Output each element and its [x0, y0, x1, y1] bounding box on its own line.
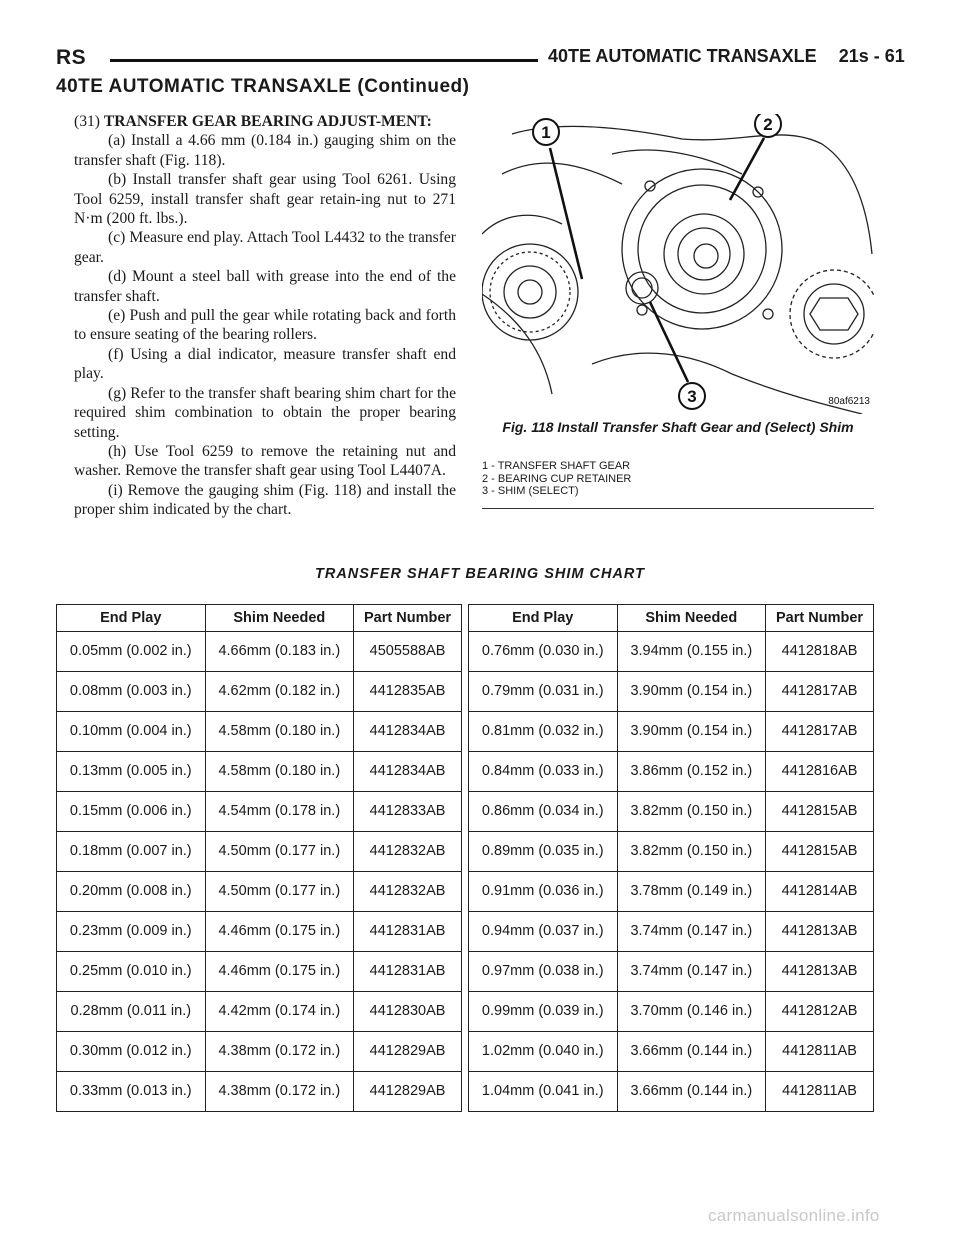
column-gap	[461, 1032, 468, 1072]
figure-legend	[482, 460, 874, 498]
column-header: Part Number	[354, 605, 462, 632]
table-cell: 0.79mm (0.031 in.)	[468, 672, 617, 712]
table-cell: 4412830AB	[354, 992, 462, 1032]
table-cell: 4.62mm (0.182 in.)	[205, 672, 354, 712]
table-cell: 4.46mm (0.175 in.)	[205, 952, 354, 992]
table-cell: 4.58mm (0.180 in.)	[205, 712, 354, 752]
table-cell: 4412813AB	[766, 912, 874, 952]
substep: (h) Use Tool 6259 to remove the retaining nut and washer. Remove the transfer shaft gear using Tool L4407A.	[74, 442, 456, 480]
table-cell: 3.86mm (0.152 in.)	[617, 752, 766, 792]
table-header-row	[57, 605, 874, 632]
header-title: 40TE AUTOMATIC TRANSAXLE	[548, 46, 817, 66]
table-row	[57, 912, 874, 952]
table-cell: 4.46mm (0.175 in.)	[205, 912, 354, 952]
table-cell: 0.91mm (0.036 in.)	[468, 872, 617, 912]
substep: (b) Install transfer shaft gear using Tool 6261. Using Tool 6259, install transfer shaft gear retain-ing nut to 271 N·m (200 ft. lbs.).	[74, 171, 456, 228]
column-header: End Play	[57, 605, 206, 632]
substep: (g) Refer to the transfer shaft bearing shim chart for the required shim combination to obtain the proper bearing setting.	[74, 384, 456, 441]
step-number: (31)	[74, 113, 100, 130]
header-right	[548, 46, 905, 67]
legend-item: 1 - TRANSFER SHAFT GEAR	[482, 460, 631, 472]
chart-title: TRANSFER SHAFT BEARING SHIM CHART	[315, 566, 645, 582]
step-heading: TRANSFER GEAR BEARING ADJUST-MENT:	[103, 113, 432, 130]
table-cell: 4412832AB	[354, 872, 462, 912]
callout-1: 1	[541, 123, 551, 142]
table-cell: 0.94mm (0.037 in.)	[468, 912, 617, 952]
table-row	[57, 752, 874, 792]
table-cell: 3.90mm (0.154 in.)	[617, 672, 766, 712]
column-gap	[461, 712, 468, 752]
table-cell: 4412814AB	[766, 872, 874, 912]
table-row	[57, 672, 874, 712]
figure-illustration	[482, 114, 874, 414]
table-cell: 4.38mm (0.172 in.)	[205, 1072, 354, 1112]
column-header: Part Number	[766, 605, 874, 632]
table-row	[57, 992, 874, 1032]
table-cell: 0.84mm (0.033 in.)	[468, 752, 617, 792]
substep: (d) Mount a steel ball with grease into the end of the transfer shaft.	[74, 268, 456, 305]
table-cell: 3.74mm (0.147 in.)	[617, 952, 766, 992]
table-cell: 4.42mm (0.174 in.)	[205, 992, 354, 1032]
table-row	[57, 832, 874, 872]
table-cell: 4412831AB	[354, 952, 462, 992]
table-cell: 4412817AB	[766, 712, 874, 752]
substep: (a) Install a 4.66 mm (0.184 in.) gauging shim on the transfer shaft (Fig. 118).	[74, 132, 456, 169]
legend-item: 3 - SHIM (SELECT)	[482, 485, 579, 497]
column-gap	[461, 605, 468, 632]
column-header: Shim Needed	[617, 605, 766, 632]
table-cell: 4412817AB	[766, 672, 874, 712]
table-cell: 4.50mm (0.177 in.)	[205, 832, 354, 872]
table-cell: 4412834AB	[354, 752, 462, 792]
header-rule	[110, 59, 538, 62]
column-gap	[461, 992, 468, 1032]
column-gap	[461, 872, 468, 912]
column-gap	[461, 632, 468, 672]
page-number: 21s - 61	[838, 46, 905, 66]
column-gap	[461, 952, 468, 992]
table-row	[57, 632, 874, 672]
table-cell: 0.23mm (0.009 in.)	[57, 912, 206, 952]
table-cell: 0.97mm (0.038 in.)	[468, 952, 617, 992]
table-cell: 4.38mm (0.172 in.)	[205, 1032, 354, 1072]
step-heading-paragraph	[74, 112, 456, 131]
table-cell: 3.82mm (0.150 in.)	[617, 792, 766, 832]
table-cell: 0.99mm (0.039 in.)	[468, 992, 617, 1032]
substep: (f) Using a dial indicator, measure transfer shaft end play.	[74, 345, 456, 383]
table-cell: 4412835AB	[354, 672, 462, 712]
table-cell: 0.20mm (0.008 in.)	[57, 872, 206, 912]
table-cell: 0.05mm (0.002 in.)	[57, 632, 206, 672]
table-cell: 4412811AB	[766, 1072, 874, 1112]
table-cell: 4412815AB	[766, 832, 874, 872]
column-gap	[461, 792, 468, 832]
shim-chart-table	[56, 604, 874, 1112]
table-cell: 4412811AB	[766, 1032, 874, 1072]
table-row	[57, 1032, 874, 1072]
column-header: Shim Needed	[205, 605, 354, 632]
table-row	[57, 872, 874, 912]
table-cell: 3.70mm (0.146 in.)	[617, 992, 766, 1032]
table-cell: 0.33mm (0.013 in.)	[57, 1072, 206, 1112]
table-body	[57, 632, 874, 1112]
table-cell: 4412815AB	[766, 792, 874, 832]
table-cell: 3.90mm (0.154 in.)	[617, 712, 766, 752]
figure-caption: Fig. 118 Install Transfer Shaft Gear and (Select) Shim	[502, 419, 854, 435]
table-cell: 4412812AB	[766, 992, 874, 1032]
table-cell: 0.76mm (0.030 in.)	[468, 632, 617, 672]
table-cell: 0.28mm (0.011 in.)	[57, 992, 206, 1032]
table-cell: 4412834AB	[354, 712, 462, 752]
table-cell: 3.94mm (0.155 in.)	[617, 632, 766, 672]
column-gap	[461, 832, 468, 872]
table-cell: 4505588AB	[354, 632, 462, 672]
substep: (c) Measure end play. Attach Tool L4432 to the transfer gear.	[74, 229, 456, 266]
table-cell: 4412832AB	[354, 832, 462, 872]
substep: (e) Push and pull the gear while rotating back and forth to ensure seating of the bearing rollers.	[74, 307, 456, 344]
table-cell: 0.30mm (0.012 in.)	[57, 1032, 206, 1072]
table-cell: 0.25mm (0.010 in.)	[57, 952, 206, 992]
table-cell: 4412816AB	[766, 752, 874, 792]
table-cell: 3.82mm (0.150 in.)	[617, 832, 766, 872]
figure-code: 80af6213	[828, 396, 870, 407]
table-cell: 4.58mm (0.180 in.)	[205, 752, 354, 792]
table-row	[57, 792, 874, 832]
table-cell: 0.86mm (0.034 in.)	[468, 792, 617, 832]
table-cell: 4412818AB	[766, 632, 874, 672]
table-cell: 0.10mm (0.004 in.)	[57, 712, 206, 752]
table-cell: 4.54mm (0.178 in.)	[205, 792, 354, 832]
column-gap	[461, 672, 468, 712]
table-row	[57, 952, 874, 992]
section-title: 40TE AUTOMATIC TRANSAXLE (Continued)	[56, 76, 470, 97]
table-cell: 4.66mm (0.183 in.)	[205, 632, 354, 672]
table-cell: 0.13mm (0.005 in.)	[57, 752, 206, 792]
table-cell: 3.78mm (0.149 in.)	[617, 872, 766, 912]
table-row	[57, 712, 874, 752]
table-cell: 0.15mm (0.006 in.)	[57, 792, 206, 832]
table-cell: 0.81mm (0.032 in.)	[468, 712, 617, 752]
column-header: End Play	[468, 605, 617, 632]
table-cell: 0.89mm (0.035 in.)	[468, 832, 617, 872]
callout-2: 2	[763, 115, 773, 134]
callout-3: 3	[687, 387, 697, 406]
header-section-code: RS	[56, 46, 87, 69]
table-cell: 1.02mm (0.040 in.)	[468, 1032, 617, 1072]
table-cell: 3.66mm (0.144 in.)	[617, 1032, 766, 1072]
table-row	[57, 1072, 874, 1112]
table-cell: 1.04mm (0.041 in.)	[468, 1072, 617, 1112]
table-cell: 4.50mm (0.177 in.)	[205, 872, 354, 912]
table-cell: 0.08mm (0.003 in.)	[57, 672, 206, 712]
watermark: carmanualsonline.info	[708, 1206, 880, 1225]
column-gap	[461, 1072, 468, 1112]
table-cell: 4412829AB	[354, 1032, 462, 1072]
table-cell: 4412831AB	[354, 912, 462, 952]
table-cell: 4412829AB	[354, 1072, 462, 1112]
table-cell: 4412833AB	[354, 792, 462, 832]
column-gap	[461, 912, 468, 952]
legend-item: 2 - BEARING CUP RETAINER	[482, 472, 632, 485]
table-cell: 4412813AB	[766, 952, 874, 992]
column-gap	[461, 752, 468, 792]
procedure-text	[74, 112, 456, 520]
figure-rule	[482, 508, 874, 509]
substep: (i) Remove the gauging shim (Fig. 118) and install the proper shim indicated by the chart.	[74, 481, 456, 519]
transaxle-illustration	[482, 114, 874, 414]
table-cell: 3.74mm (0.147 in.)	[617, 912, 766, 952]
table-cell: 3.66mm (0.144 in.)	[617, 1072, 766, 1112]
table-cell: 0.18mm (0.007 in.)	[57, 832, 206, 872]
